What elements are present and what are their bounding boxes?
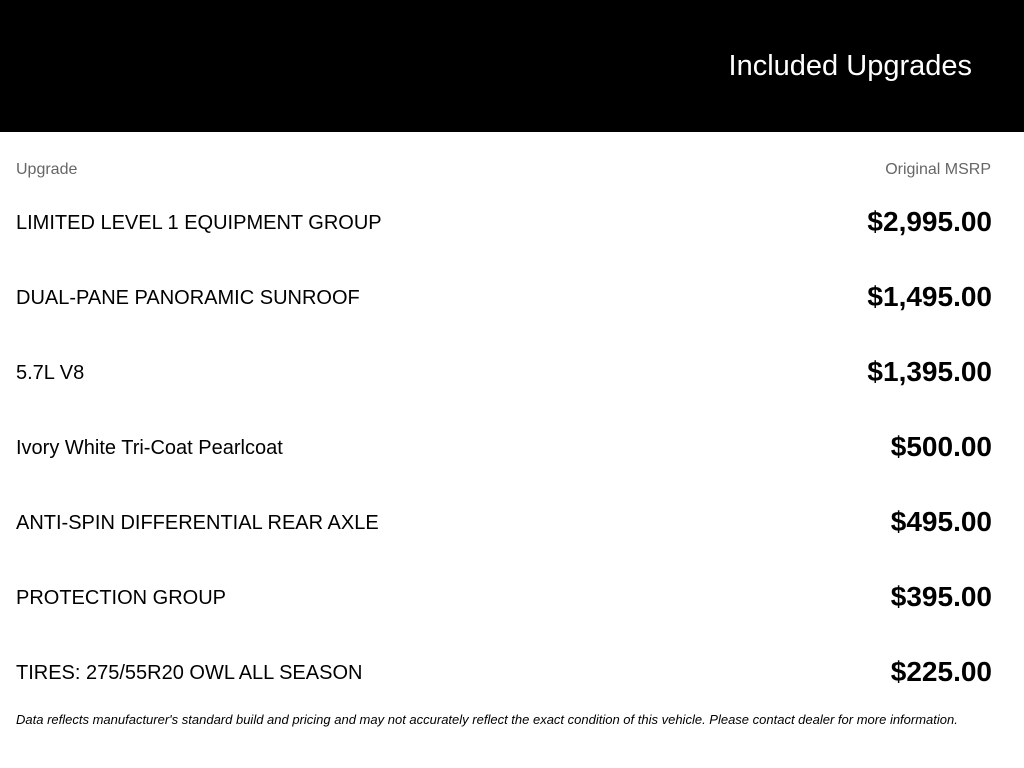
upgrade-name: 5.7L V8	[16, 362, 85, 384]
header-banner	[0, 0, 1024, 132]
table-row	[16, 410, 992, 485]
upgrade-name: LIMITED LEVEL 1 EQUIPMENT GROUP	[16, 212, 382, 234]
upgrade-price: $1,495.00	[867, 281, 992, 312]
upgrade-name: DUAL-PANE PANORAMIC SUNROOF	[16, 287, 360, 309]
table-row	[16, 485, 992, 560]
upgrade-price: $225.00	[890, 656, 992, 687]
table-row	[16, 560, 992, 635]
upgrade-name: PROTECTION GROUP	[16, 587, 227, 609]
upgrade-price: $500.00	[890, 431, 992, 462]
table-row	[16, 635, 992, 710]
table-row	[16, 335, 992, 410]
column-header-msrp: Original MSRP	[885, 161, 991, 178]
upgrade-price: $395.00	[890, 581, 992, 612]
disclaimer-text: Data reflects manufacturer's standard build and pricing and may not accurately reflect the exact condition of this vehicle. Please contact dealer for more information.	[16, 712, 958, 727]
upgrade-price: $2,995.00	[867, 206, 992, 237]
upgrade-name: ANTI-SPIN DIFFERENTIAL REAR AXLE	[16, 512, 379, 534]
column-header-upgrade: Upgrade	[16, 161, 78, 178]
upgrade-name: Ivory White Tri-Coat Pearlcoat	[16, 437, 283, 459]
upgrade-price: $1,395.00	[867, 356, 992, 387]
upgrades-list	[16, 185, 992, 710]
upgrade-price: $495.00	[890, 506, 992, 537]
table-column-headers	[16, 160, 992, 180]
upgrade-name: TIRES: 275/55R20 OWL ALL SEASON	[16, 662, 363, 684]
table-row	[16, 185, 992, 260]
table-row	[16, 260, 992, 335]
page-title: Included Upgrades	[728, 50, 972, 82]
